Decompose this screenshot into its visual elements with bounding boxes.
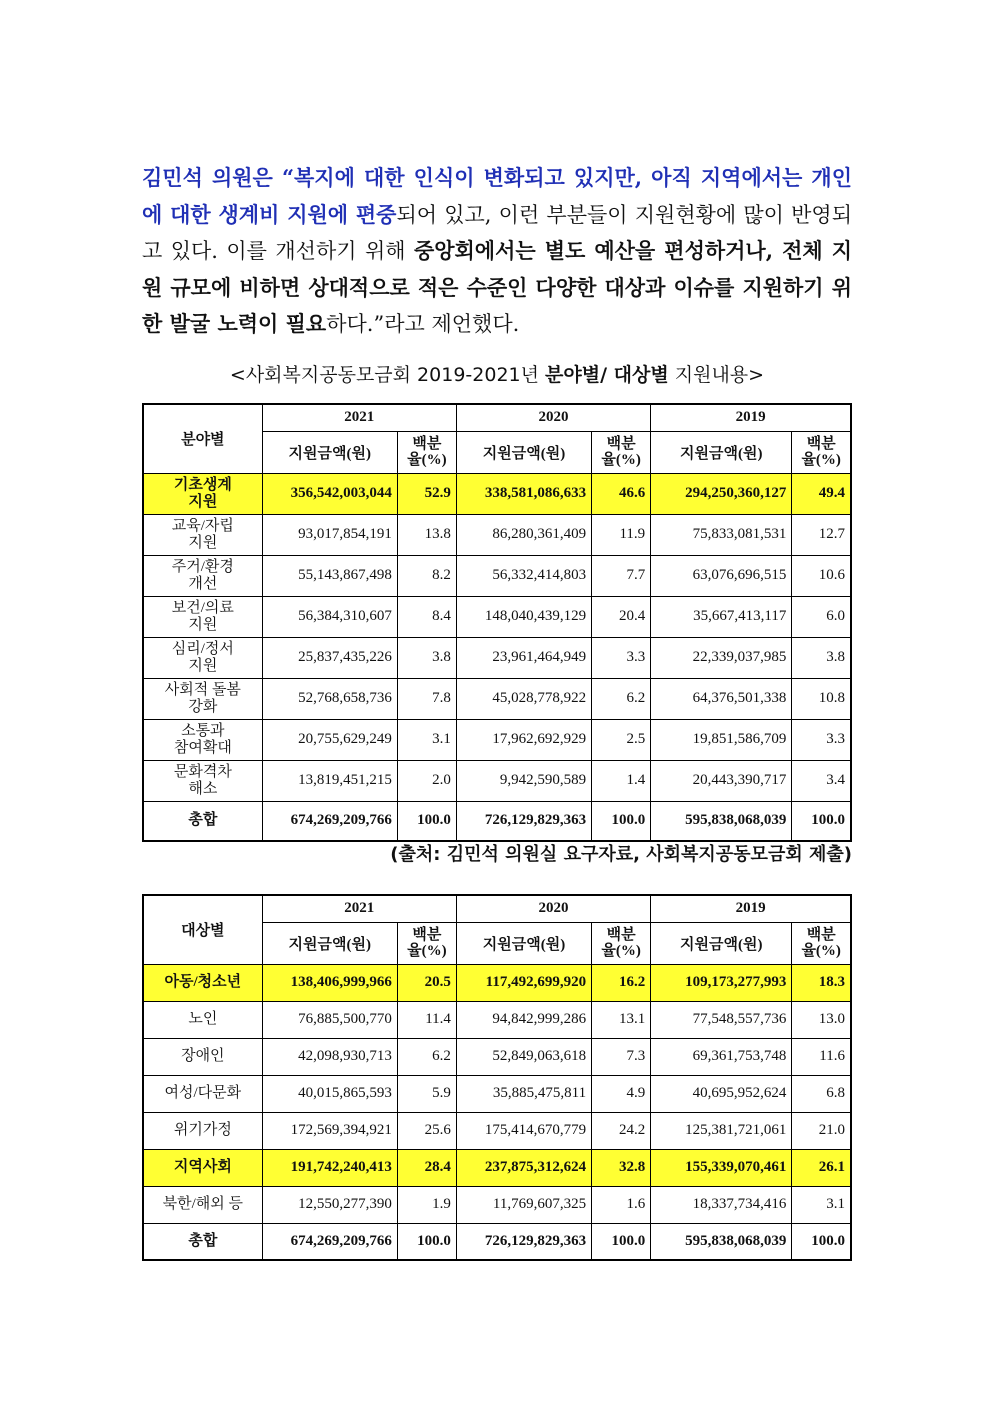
table-cell: 10.8 — [792, 678, 851, 719]
table-cell: 69,361,753,748 — [651, 1038, 792, 1075]
table-cell: 674,269,209,766 — [262, 801, 397, 841]
table-cell: 19,851,586,709 — [651, 719, 792, 760]
table-cell: 100.0 — [592, 1223, 651, 1260]
table-cell: 49.4 — [792, 473, 851, 514]
table-cell: 26.1 — [792, 1149, 851, 1186]
percent-header: 백분 율(%) — [792, 431, 851, 473]
table-cell: 6.0 — [792, 596, 851, 637]
row-label: 심리/정서 지원 — [143, 637, 262, 678]
row-label: 사회적 돌봄 강화 — [143, 678, 262, 719]
table-cell: 16.2 — [592, 964, 651, 1001]
year-header: 2020 — [456, 895, 650, 922]
table-row — [143, 514, 851, 555]
table-cell: 13.0 — [792, 1001, 851, 1038]
table-cell: 100.0 — [792, 801, 851, 841]
amount-header: 지원금액(원) — [651, 431, 792, 473]
table-row — [143, 964, 851, 1001]
table-cell: 191,742,240,413 — [262, 1149, 397, 1186]
table-cell: 1.4 — [592, 760, 651, 801]
table-cell: 2.0 — [397, 760, 456, 801]
table-cell: 63,076,696,515 — [651, 555, 792, 596]
table-cell: 93,017,854,191 — [262, 514, 397, 555]
table-cell: 86,280,361,409 — [456, 514, 591, 555]
table-cell: 117,492,699,920 — [456, 964, 591, 1001]
table-cell: 23,961,464,949 — [456, 637, 591, 678]
caption-bold: 분야별/ 대상별 — [545, 364, 669, 386]
field-support-table — [142, 403, 852, 842]
percent-header: 백분 율(%) — [397, 431, 456, 473]
row-label: 주거/환경 개선 — [143, 555, 262, 596]
year-header: 2020 — [456, 404, 650, 431]
year-header: 2019 — [651, 404, 851, 431]
total-row — [143, 801, 851, 841]
table-cell: 32.8 — [592, 1149, 651, 1186]
table-cell: 356,542,003,044 — [262, 473, 397, 514]
table-cell: 45,028,778,922 — [456, 678, 591, 719]
row-header: 대상별 — [143, 895, 262, 964]
table-cell: 35,885,475,811 — [456, 1075, 591, 1112]
table-cell: 20.5 — [397, 964, 456, 1001]
table-cell: 6.2 — [592, 678, 651, 719]
header-row-years — [143, 404, 851, 431]
row-label: 기초생계 지원 — [143, 473, 262, 514]
table-cell: 595,838,068,039 — [651, 801, 792, 841]
table-cell: 1.9 — [397, 1186, 456, 1223]
table-cell: 40,695,952,624 — [651, 1075, 792, 1112]
table-cell: 2.5 — [592, 719, 651, 760]
table-row — [143, 596, 851, 637]
table-cell: 5.9 — [397, 1075, 456, 1112]
table-cell: 1.6 — [592, 1186, 651, 1223]
table-row — [143, 473, 851, 514]
table-cell: 726,129,829,363 — [456, 801, 591, 841]
table-cell: 100.0 — [397, 1223, 456, 1260]
table-cell: 148,040,439,129 — [456, 596, 591, 637]
quote-part-4: 하다.”라고 제언했다. — [326, 312, 520, 336]
table-cell: 12,550,277,390 — [262, 1186, 397, 1223]
amount-header: 지원금액(원) — [456, 431, 591, 473]
percent-header: 백분 율(%) — [592, 431, 651, 473]
row-label: 여성/다문화 — [143, 1075, 262, 1112]
table-cell: 76,885,500,770 — [262, 1001, 397, 1038]
table-cell: 17,962,692,929 — [456, 719, 591, 760]
table-cell: 172,569,394,921 — [262, 1112, 397, 1149]
row-label: 위기가정 — [143, 1112, 262, 1149]
table-cell: 75,833,081,531 — [651, 514, 792, 555]
table-cell: 3.4 — [792, 760, 851, 801]
row-label: 아동/청소년 — [143, 964, 262, 1001]
percent-header: 백분 율(%) — [397, 922, 456, 964]
table-cell: 4.9 — [592, 1075, 651, 1112]
row-label: 교육/자립 지원 — [143, 514, 262, 555]
quote-part-3: 중앙회에서는 별도 예산을 편성하거나, 전체 지원 규모에 비하면 상대적으로 적은 수준인 다양한 대상과 이슈를 지원하기 위한 발굴 노력이 필요 — [142, 238, 852, 336]
table-cell: 35,667,413,117 — [651, 596, 792, 637]
table-cell: 9,942,590,589 — [456, 760, 591, 801]
table-cell: 11.6 — [792, 1038, 851, 1075]
percent-header: 백분 율(%) — [792, 922, 851, 964]
table-cell: 109,173,277,993 — [651, 964, 792, 1001]
table-cell: 6.8 — [792, 1075, 851, 1112]
year-header: 2021 — [262, 404, 456, 431]
table-row — [143, 637, 851, 678]
table-cell: 42,098,930,713 — [262, 1038, 397, 1075]
source-note: (출처: 김민석 의원실 요구자료, 사회복지공동모금회 제출) — [390, 844, 852, 865]
table-cell: 100.0 — [592, 801, 651, 841]
row-header: 분야별 — [143, 404, 262, 473]
total-row — [143, 1223, 851, 1260]
table-cell: 22,339,037,985 — [651, 637, 792, 678]
table-cell: 52.9 — [397, 473, 456, 514]
table-cell: 175,414,670,779 — [456, 1112, 591, 1149]
table-cell: 11.9 — [592, 514, 651, 555]
table-row — [143, 678, 851, 719]
table-cell: 13,819,451,215 — [262, 760, 397, 801]
total-label: 총합 — [143, 1223, 262, 1260]
table-cell: 726,129,829,363 — [456, 1223, 591, 1260]
table-cell: 338,581,086,633 — [456, 473, 591, 514]
table-caption — [142, 360, 852, 387]
quote-part-2: 되어 있고, 이런 부분들이 지원현황에 많이 반영되고 있다. 이를 개선하기 위해 — [142, 202, 852, 263]
row-label: 북한/해외 등 — [143, 1186, 262, 1223]
table-cell: 12.7 — [792, 514, 851, 555]
row-label: 노인 — [143, 1001, 262, 1038]
table-cell: 595,838,068,039 — [651, 1223, 792, 1260]
amount-header: 지원금액(원) — [456, 922, 591, 964]
row-label: 보건/의료 지원 — [143, 596, 262, 637]
table-row — [143, 719, 851, 760]
amount-header: 지원금액(원) — [262, 431, 397, 473]
table-cell: 294,250,360,127 — [651, 473, 792, 514]
table-cell: 3.8 — [397, 637, 456, 678]
table-cell: 18.3 — [792, 964, 851, 1001]
table-cell: 56,384,310,607 — [262, 596, 397, 637]
table-cell: 8.2 — [397, 555, 456, 596]
table-cell: 7.7 — [592, 555, 651, 596]
total-label: 총합 — [143, 801, 262, 841]
table-row — [143, 1075, 851, 1112]
year-header: 2019 — [651, 895, 851, 922]
table-row — [143, 1149, 851, 1186]
table-cell: 3.1 — [397, 719, 456, 760]
table-row — [143, 555, 851, 596]
table-cell: 94,842,999,286 — [456, 1001, 591, 1038]
table-cell: 18,337,734,416 — [651, 1186, 792, 1223]
row-label: 장애인 — [143, 1038, 262, 1075]
table-row — [143, 1001, 851, 1038]
row-label: 지역사회 — [143, 1149, 262, 1186]
amount-header: 지원금액(원) — [262, 922, 397, 964]
amount-header: 지원금액(원) — [651, 922, 792, 964]
table-cell: 46.6 — [592, 473, 651, 514]
body-paragraph — [142, 160, 852, 343]
table-cell: 10.6 — [792, 555, 851, 596]
table-row — [143, 1112, 851, 1149]
row-label: 문화격차 해소 — [143, 760, 262, 801]
quote-part-1: 김민석 의원은 “복지에 대한 인식이 변화되고 있지만, 아직 지역에서는 개인에 대한 생계비 지원에 편중 — [142, 165, 852, 227]
table-row — [143, 1186, 851, 1223]
table-cell: 28.4 — [397, 1149, 456, 1186]
table-cell: 7.3 — [592, 1038, 651, 1075]
table-cell: 3.8 — [792, 637, 851, 678]
table-cell: 7.8 — [397, 678, 456, 719]
caption-post: 지원내용> — [668, 364, 765, 386]
percent-header: 백분 율(%) — [592, 922, 651, 964]
table-cell: 77,548,557,736 — [651, 1001, 792, 1038]
table-cell: 6.2 — [397, 1038, 456, 1075]
table-cell: 138,406,999,966 — [262, 964, 397, 1001]
table-cell: 24.2 — [592, 1112, 651, 1149]
table-row — [143, 1038, 851, 1075]
table-cell: 125,381,721,061 — [651, 1112, 792, 1149]
table-cell: 25,837,435,226 — [262, 637, 397, 678]
table-cell: 3.1 — [792, 1186, 851, 1223]
table-row — [143, 760, 851, 801]
table-cell: 8.4 — [397, 596, 456, 637]
target-support-table — [142, 894, 852, 1261]
table-cell: 237,875,312,624 — [456, 1149, 591, 1186]
table-cell: 100.0 — [397, 801, 456, 841]
table-cell: 55,143,867,498 — [262, 555, 397, 596]
table-cell: 40,015,865,593 — [262, 1075, 397, 1112]
header-row-years — [143, 895, 851, 922]
table-cell: 100.0 — [792, 1223, 851, 1260]
table-cell: 11.4 — [397, 1001, 456, 1038]
year-header: 2021 — [262, 895, 456, 922]
table-cell: 20,443,390,717 — [651, 760, 792, 801]
caption-pre: <사회복지공동모금회 2019-2021년 — [229, 364, 546, 386]
table-cell: 52,768,658,736 — [262, 678, 397, 719]
row-label: 소통과 참여확대 — [143, 719, 262, 760]
table-cell: 3.3 — [592, 637, 651, 678]
table-cell: 11,769,607,325 — [456, 1186, 591, 1223]
table-cell: 25.6 — [397, 1112, 456, 1149]
table-cell: 20.4 — [592, 596, 651, 637]
table-cell: 155,339,070,461 — [651, 1149, 792, 1186]
table-cell: 56,332,414,803 — [456, 555, 591, 596]
table-cell: 64,376,501,338 — [651, 678, 792, 719]
table-cell: 21.0 — [792, 1112, 851, 1149]
table-cell: 20,755,629,249 — [262, 719, 397, 760]
table-cell: 674,269,209,766 — [262, 1223, 397, 1260]
table-cell: 13.1 — [592, 1001, 651, 1038]
table-cell: 52,849,063,618 — [456, 1038, 591, 1075]
table-cell: 13.8 — [397, 514, 456, 555]
table-cell: 3.3 — [792, 719, 851, 760]
